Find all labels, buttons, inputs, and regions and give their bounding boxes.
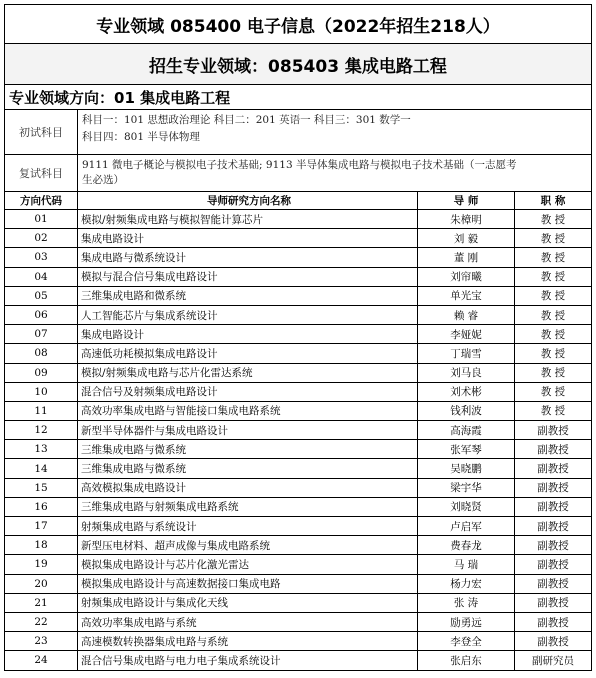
- table-body: [5, 210, 591, 670]
- cell-tutor: 刘帘曦: [418, 267, 515, 286]
- enrollment-field-title: 招生专业领域：085403 集成电路工程: [5, 44, 591, 85]
- cell-title: 副教授: [515, 478, 592, 497]
- table-row: [5, 286, 591, 305]
- cell-tutor: 刘术彬: [418, 382, 515, 401]
- cell-title: 副教授: [515, 574, 592, 593]
- cell-direction-name: 集成电路设计: [78, 325, 418, 344]
- cell-title: 教 授: [515, 286, 592, 305]
- cell-title: 教 授: [515, 305, 592, 324]
- retest-exam-label: 复试科目: [5, 155, 78, 191]
- retest-exam-line-2: 生必选）: [82, 174, 124, 186]
- table-row: [5, 632, 591, 651]
- header-tutor: 导 师: [418, 192, 515, 210]
- cell-direction-name: 三维集成电路与微系统: [78, 440, 418, 459]
- cell-code: 16: [5, 497, 78, 516]
- cell-title: 副教授: [515, 497, 592, 516]
- header-code: 方向代码: [5, 192, 78, 210]
- cell-direction-name: 高效模拟集成电路设计: [78, 478, 418, 497]
- cell-code: 24: [5, 651, 78, 670]
- cell-tutor: 朱樟明: [418, 210, 515, 229]
- header-title: 职 称: [515, 192, 592, 210]
- cell-direction-name: 三维集成电路与射频集成电路系统: [78, 497, 418, 516]
- cell-direction-name: 新型压电材料、超声成像与集成电路系统: [78, 536, 418, 555]
- cell-title: 副教授: [515, 632, 592, 651]
- cell-title: 教 授: [515, 248, 592, 267]
- cell-code: 07: [5, 325, 78, 344]
- initial-exam-label: 初试科目: [5, 110, 78, 154]
- cell-direction-name: 射频集成电路设计与集成化天线: [78, 593, 418, 612]
- cell-code: 05: [5, 286, 78, 305]
- cell-tutor: 张军琴: [418, 440, 515, 459]
- cell-tutor: 张启东: [418, 651, 515, 670]
- cell-tutor: 梁宇华: [418, 478, 515, 497]
- cell-title: 教 授: [515, 401, 592, 420]
- initial-exam-line-1: 科目一：101 思想政治理论 科目二：201 英语一 科目三：301 数学一: [82, 114, 411, 126]
- initial-exam-line-2: 科目四：801 半导体物理: [82, 131, 200, 143]
- table-row: [5, 248, 591, 267]
- table-row: [5, 344, 591, 363]
- cell-title: 副教授: [515, 421, 592, 440]
- cell-code: 12: [5, 421, 78, 440]
- table-row: [5, 210, 591, 229]
- table-row: [5, 325, 591, 344]
- table-row: [5, 497, 591, 516]
- cell-code: 04: [5, 267, 78, 286]
- table-row: [5, 382, 591, 401]
- cell-tutor: 刘马良: [418, 363, 515, 382]
- cell-tutor: 刘 毅: [418, 229, 515, 248]
- table-row: [5, 267, 591, 286]
- cell-title: 副教授: [515, 459, 592, 478]
- table-row: [5, 651, 591, 670]
- cell-code: 10: [5, 382, 78, 401]
- cell-title: 教 授: [515, 382, 592, 401]
- cell-code: 11: [5, 401, 78, 420]
- header-direction-name: 导师研究方向名称: [78, 192, 418, 210]
- cell-direction-name: 高效功率集成电路与系统: [78, 612, 418, 631]
- cell-direction-name: 模拟集成电路设计与芯片化激光雷达: [78, 555, 418, 574]
- cell-tutor: 励勇远: [418, 612, 515, 631]
- cell-tutor: 董 刚: [418, 248, 515, 267]
- cell-code: 17: [5, 517, 78, 536]
- cell-tutor: 钱利波: [418, 401, 515, 420]
- cell-direction-name: 模拟集成电路设计与高速数据接口集成电路: [78, 574, 418, 593]
- cell-tutor: 费春龙: [418, 536, 515, 555]
- cell-code: 03: [5, 248, 78, 267]
- cell-code: 06: [5, 305, 78, 324]
- cell-title: 副教授: [515, 536, 592, 555]
- cell-code: 22: [5, 612, 78, 631]
- cell-code: 15: [5, 478, 78, 497]
- cell-title: 教 授: [515, 344, 592, 363]
- table-row: [5, 593, 591, 612]
- cell-direction-name: 三维集成电路与微系统: [78, 459, 418, 478]
- cell-code: 21: [5, 593, 78, 612]
- initial-exam-row: [5, 110, 591, 155]
- cell-title: 教 授: [515, 210, 592, 229]
- table-row: [5, 555, 591, 574]
- retest-exam-line-1: 9111 微电子概论与模拟电子技术基础; 9113 半导体集成电路与模拟电子技术基础（一志愿考: [82, 159, 517, 171]
- cell-direction-name: 混合信号集成电路与电力电子集成系统设计: [78, 651, 418, 670]
- retest-exam-row: [5, 155, 591, 192]
- cell-title: 教 授: [515, 267, 592, 286]
- cell-code: 19: [5, 555, 78, 574]
- table-row: [5, 229, 591, 248]
- cell-title: 副教授: [515, 593, 592, 612]
- cell-direction-name: 混合信号及射频集成电路设计: [78, 382, 418, 401]
- cell-tutor: 李娅妮: [418, 325, 515, 344]
- cell-tutor: 吴晓鹏: [418, 459, 515, 478]
- table-row: [5, 536, 591, 555]
- cell-title: 教 授: [515, 229, 592, 248]
- table-header-row: [5, 192, 591, 210]
- table-row: [5, 363, 591, 382]
- cell-code: 01: [5, 210, 78, 229]
- cell-tutor: 张 涛: [418, 593, 515, 612]
- cell-tutor: 高海霞: [418, 421, 515, 440]
- cell-code: 02: [5, 229, 78, 248]
- cell-direction-name: 集成电路设计: [78, 229, 418, 248]
- field-direction-heading: 专业领域方向：01 集成电路工程: [5, 85, 591, 110]
- cell-direction-name: 新型半导体器件与集成电路设计: [78, 421, 418, 440]
- cell-direction-name: 人工智能芯片与集成系统设计: [78, 305, 418, 324]
- cell-code: 14: [5, 459, 78, 478]
- cell-direction-name: 模拟/射频集成电路与模拟智能计算芯片: [78, 210, 418, 229]
- cell-code: 09: [5, 363, 78, 382]
- supervisor-table: [5, 192, 591, 670]
- initial-exam-subjects: [78, 110, 591, 154]
- cell-title: 副研究员: [532, 654, 574, 667]
- cell-tutor: 卢启军: [418, 517, 515, 536]
- cell-direction-name: 高速低功耗模拟集成电路设计: [78, 344, 418, 363]
- cell-title: 教 授: [515, 325, 592, 344]
- cell-direction-name: 高速模数转换器集成电路与系统: [78, 632, 418, 651]
- cell-direction-name: 三维集成电路和微系统: [78, 286, 418, 305]
- cell-tutor: 赖 睿: [418, 305, 515, 324]
- table-row: [5, 517, 591, 536]
- cell-tutor: 李登全: [418, 632, 515, 651]
- cell-code: 08: [5, 344, 78, 363]
- table-row: [5, 401, 591, 420]
- cell-direction-name: 射频集成电路与系统设计: [78, 517, 418, 536]
- cell-tutor: 杨力宏: [418, 574, 515, 593]
- page-title: 专业领域 085400 电子信息（2022年招生218人）: [5, 5, 591, 44]
- cell-tutor: 马 瑞: [418, 555, 515, 574]
- admission-sheet: [4, 4, 592, 671]
- cell-direction-name: 模拟与混合信号集成电路设计: [78, 267, 418, 286]
- cell-code: 23: [5, 632, 78, 651]
- table-row: [5, 440, 591, 459]
- table-row: [5, 612, 591, 631]
- table-row: [5, 305, 591, 324]
- cell-title: 教 授: [515, 363, 592, 382]
- retest-exam-subjects: [78, 155, 591, 191]
- cell-title: 副教授: [515, 517, 592, 536]
- table-row: [5, 478, 591, 497]
- cell-direction-name: 高效功率集成电路与智能接口集成电路系统: [78, 401, 418, 420]
- cell-direction-name: 集成电路与微系统设计: [78, 248, 418, 267]
- cell-tutor: 单光宝: [418, 286, 515, 305]
- cell-tutor: 丁瑞雪: [418, 344, 515, 363]
- cell-code: 18: [5, 536, 78, 555]
- table-row: [5, 421, 591, 440]
- table-row: [5, 459, 591, 478]
- table-row: [5, 574, 591, 593]
- cell-tutor: 刘晓贤: [418, 497, 515, 516]
- cell-title: 副教授: [515, 612, 592, 631]
- cell-title: 副教授: [515, 555, 592, 574]
- cell-code: 13: [5, 440, 78, 459]
- cell-direction-name: 模拟/射频集成电路与芯片化雷达系统: [78, 363, 418, 382]
- cell-code: 20: [5, 574, 78, 593]
- cell-title: 副教授: [515, 440, 592, 459]
